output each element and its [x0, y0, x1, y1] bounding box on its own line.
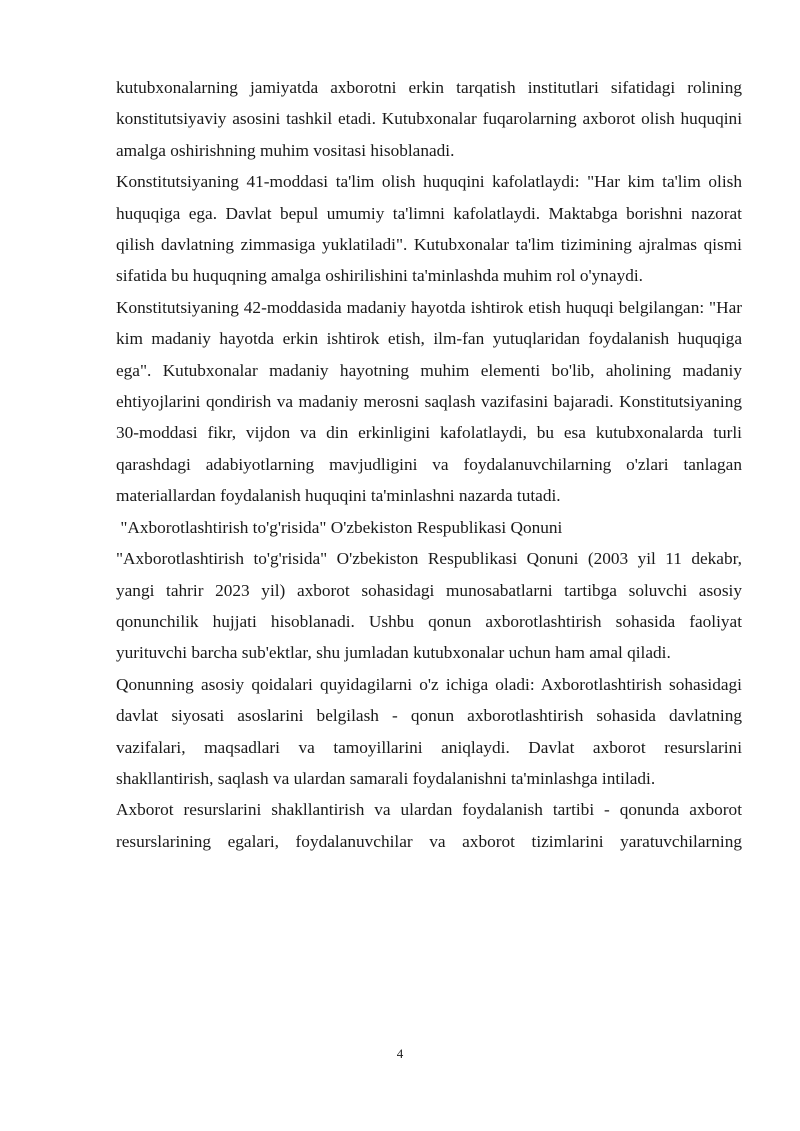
paragraph-information-resources: Axborot resurslarini shakllantirish va ulardan foydalanish tartibi - qonunda axborot resurslarining egalari, foydalanuvchilar va axborot tizimlarini yaratuvchilarning	[116, 800, 742, 851]
document-page	[116, 72, 742, 857]
paragraph-article-42: Konstitutsiyaning 42-moddasida madaniy hayotda ishtirok etish huquqi belgilangan: "Har kim madaniy hayotda erkin ishtirok etish, ilm-fan yutuqlaridan foydalanish huquqiga ega". Kutubxonalar madaniy hayotning muhim elementi bo'lib, aholining madaniy ehtiyojlarini qondirish va madaniy merosni saqlash vazifasini bajaradi. Konstitutsiyaning 30-moddasi fikr, vijdon va din erkinligini kafolatlaydi, bu esa kutubxonalarda turli qarashdagi adabiyotlarning mavjudligini va foydalanuvchilarning o'zlari tanlagan materiallardan foydalanish huquqini ta'minlashni nazarda tutadi.	[116, 297, 742, 506]
page-number: 4	[396, 1046, 404, 1061]
paragraph-article-41: Konstitutsiyaning 41-moddasi ta'lim olish huquqini kafolatlaydi: "Har kim ta'lim olish huquqiga ega. Davlat bepul umumiy ta'limni kafolatlaydi. Maktabga borishni nazorat qilish davlatning zimmasiga yuklatiladi". Kutubxonalar ta'lim tizimining ajralmas qismi sifatida bu huquqning amalga oshirilishini ta'minlashda muhim rol o'ynaydi.	[116, 172, 742, 286]
paragraph-library-constitutional-role: kutubxonalarning jamiyatda axborotni erkin tarqatish institutlari sifatidagi rolining konstitutsiyaviy asosini tashkil etadi. Kutubxonalar fuqarolarning axborot olish huquqini amalga oshirishning muhim vositasi hisoblanadi.	[116, 78, 742, 160]
section-heading-informatization-law: "Axborotlashtirish to'g'risida" O'zbekiston Respublikasi Qonuni	[116, 517, 563, 537]
paragraph-informatization-law: "Axborotlashtirish to'g'risida" O'zbekiston Respublikasi Qonuni (2003 yil 11 dekabr, yangi tahrir 2023 yil) axborot sohasidagi munosabatlarni tartibga soluvchi asosiy qonunchilik hujjati hisoblanadi. Ushbu qonun axborotlashtirish sohasida faoliyat yurituvchi barcha sub'ektlar, shu jumladan kutubxonalar uchun ham amal qiladi.	[116, 549, 742, 663]
paragraph-law-provisions: Qonunning asosiy qoidalari quyidagilarni o'z ichiga oladi: Axborotlashtirish sohasidagi davlat siyosati asoslarini belgilash - qonun axborotlashtirish sohasida davlatning vazifalari, maqsadlari va tamoyillarini aniqlaydi. Davlat axborot resurslarini shakllantirish, saqlash va ulardan samarali foydalanishni ta'minlashga intiladi.	[116, 674, 742, 788]
